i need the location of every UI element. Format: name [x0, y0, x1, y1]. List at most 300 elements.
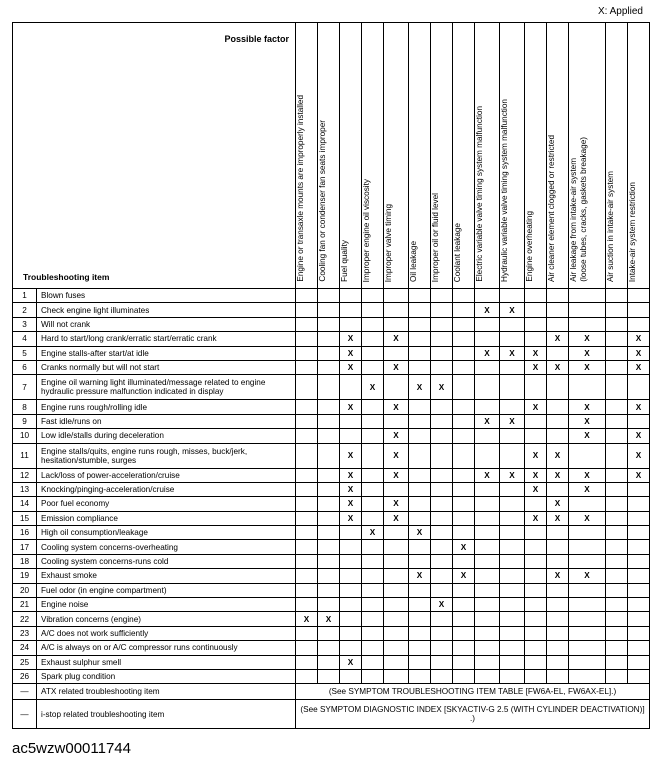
row-item: Fuel odor (in engine compartment): [37, 583, 296, 597]
empty-cell: [318, 443, 340, 468]
empty-cell: [453, 526, 475, 540]
empty-cell: [318, 511, 340, 525]
empty-cell: [453, 400, 475, 414]
factor-header: [547, 23, 569, 289]
empty-cell: [318, 554, 340, 568]
empty-cell: [431, 360, 453, 374]
row-number: 9: [13, 414, 37, 428]
applied-mark: X: [547, 497, 569, 511]
row-item: A/C does not work sufficiently: [37, 626, 296, 640]
empty-cell: [296, 289, 318, 303]
empty-cell: [318, 317, 340, 331]
empty-cell: [475, 569, 500, 583]
empty-cell: [409, 583, 431, 597]
applied-mark: X: [525, 511, 547, 525]
empty-cell: [431, 526, 453, 540]
empty-cell: [362, 317, 384, 331]
applied-mark: X: [340, 655, 362, 669]
empty-cell: [475, 497, 500, 511]
empty-cell: [606, 375, 628, 400]
empty-cell: [340, 526, 362, 540]
empty-cell: [606, 289, 628, 303]
row-item: A/C is always on or A/C compressor runs continuously: [37, 641, 296, 655]
empty-cell: [296, 375, 318, 400]
empty-cell: [384, 317, 409, 331]
empty-cell: [547, 303, 569, 317]
empty-cell: [525, 497, 547, 511]
empty-cell: [340, 583, 362, 597]
empty-cell: [525, 289, 547, 303]
empty-cell: [606, 443, 628, 468]
table-row: [13, 554, 650, 568]
empty-cell: [384, 669, 409, 683]
factor-label: Improper valve timing: [384, 203, 393, 282]
empty-cell: [384, 482, 409, 496]
empty-cell: [500, 511, 525, 525]
row-item: Engine stalls/quits, engine runs rough, misses, buck/jerk, hesitation/stumble, surges: [37, 443, 296, 468]
table-row: [13, 289, 650, 303]
factor-label: Electric variable valve timing system malfunction: [475, 106, 484, 282]
table-row: [13, 482, 650, 496]
applied-mark: X: [569, 569, 606, 583]
row-item: Knocking/pinging-acceleration/cruise: [37, 482, 296, 496]
table-row: [13, 317, 650, 331]
empty-cell: [453, 641, 475, 655]
reference-link-text[interactable]: (See SYMPTOM DIAGNOSTIC INDEX [SKYACTIV-G 2.5 (WITH CYLINDER DEACTIVATION)] .): [296, 700, 650, 729]
applied-mark: X: [340, 332, 362, 346]
table-row: [13, 497, 650, 511]
empty-cell: [318, 303, 340, 317]
empty-cell: [409, 511, 431, 525]
empty-cell: [384, 526, 409, 540]
empty-cell: [318, 468, 340, 482]
applied-mark: X: [628, 468, 650, 482]
applied-mark: X: [431, 598, 453, 612]
empty-cell: [431, 289, 453, 303]
applied-mark: X: [547, 468, 569, 482]
empty-cell: [362, 598, 384, 612]
empty-cell: [318, 429, 340, 443]
empty-cell: [409, 414, 431, 428]
applied-mark: X: [340, 497, 362, 511]
empty-cell: [606, 303, 628, 317]
empty-cell: [409, 540, 431, 554]
empty-cell: [384, 626, 409, 640]
empty-cell: [500, 554, 525, 568]
factor-label: Coolant leakage: [453, 222, 462, 282]
empty-cell: [525, 655, 547, 669]
row-number: 14: [13, 497, 37, 511]
empty-cell: [500, 400, 525, 414]
applied-mark: X: [475, 346, 500, 360]
empty-cell: [547, 317, 569, 331]
applied-mark: X: [296, 612, 318, 626]
applied-mark: X: [340, 360, 362, 374]
factor-label: Air leakage from intake-air system (loose tubes, cracks, gaskets breakage): [569, 137, 588, 282]
factor-label: Engine overheating: [525, 211, 534, 282]
empty-cell: [475, 289, 500, 303]
empty-cell: [340, 317, 362, 331]
applied-mark: X: [525, 482, 547, 496]
empty-cell: [475, 669, 500, 683]
applied-mark: X: [500, 346, 525, 360]
empty-cell: [500, 482, 525, 496]
applied-mark: X: [628, 429, 650, 443]
empty-cell: [525, 317, 547, 331]
factor-header: [409, 23, 431, 289]
empty-cell: [628, 540, 650, 554]
empty-cell: [569, 443, 606, 468]
empty-cell: [431, 468, 453, 482]
factor-header: [431, 23, 453, 289]
empty-cell: [500, 360, 525, 374]
empty-cell: [362, 626, 384, 640]
empty-cell: [569, 317, 606, 331]
empty-cell: [431, 511, 453, 525]
applied-mark: X: [547, 443, 569, 468]
empty-cell: [362, 641, 384, 655]
empty-cell: [475, 332, 500, 346]
applied-mark: X: [500, 468, 525, 482]
empty-cell: [384, 414, 409, 428]
empty-cell: [453, 626, 475, 640]
empty-cell: [318, 583, 340, 597]
empty-cell: [296, 626, 318, 640]
empty-cell: [453, 554, 475, 568]
empty-cell: [431, 583, 453, 597]
table-row: [13, 540, 650, 554]
factor-label: Air suction in intake-air system: [606, 170, 615, 282]
empty-cell: [362, 497, 384, 511]
empty-cell: [475, 583, 500, 597]
table-row: [13, 583, 650, 597]
empty-cell: [500, 497, 525, 511]
empty-cell: [384, 583, 409, 597]
empty-cell: [318, 626, 340, 640]
row-item: Fast idle/runs on: [37, 414, 296, 428]
table-row: [13, 641, 650, 655]
empty-cell: [362, 332, 384, 346]
empty-cell: [628, 554, 650, 568]
factor-header: [453, 23, 475, 289]
empty-cell: [340, 569, 362, 583]
empty-cell: [409, 598, 431, 612]
legend: X: Applied: [597, 6, 643, 17]
applied-mark: X: [500, 303, 525, 317]
row-number: 13: [13, 482, 37, 496]
table-row: [13, 669, 650, 683]
empty-cell: [384, 346, 409, 360]
empty-cell: [318, 375, 340, 400]
empty-cell: [525, 375, 547, 400]
empty-cell: [569, 526, 606, 540]
empty-cell: [500, 540, 525, 554]
applied-mark: X: [569, 482, 606, 496]
empty-cell: [500, 583, 525, 597]
empty-cell: [362, 346, 384, 360]
applied-mark: X: [340, 346, 362, 360]
empty-cell: [409, 400, 431, 414]
empty-cell: [547, 482, 569, 496]
empty-cell: [384, 598, 409, 612]
table-row: [13, 468, 650, 482]
empty-cell: [628, 497, 650, 511]
table-row: [13, 598, 650, 612]
applied-mark: X: [340, 443, 362, 468]
applied-mark: X: [569, 332, 606, 346]
empty-cell: [296, 429, 318, 443]
empty-cell: [340, 641, 362, 655]
empty-cell: [547, 375, 569, 400]
special-row: [13, 700, 650, 729]
empty-cell: [362, 540, 384, 554]
factor-header: [340, 23, 362, 289]
empty-cell: [318, 526, 340, 540]
empty-cell: [453, 346, 475, 360]
row-number: —: [13, 700, 37, 729]
empty-cell: [453, 303, 475, 317]
table-row: [13, 346, 650, 360]
empty-cell: [606, 598, 628, 612]
empty-cell: [525, 554, 547, 568]
empty-cell: [606, 612, 628, 626]
row-number: 4: [13, 332, 37, 346]
empty-cell: [409, 655, 431, 669]
row-number: 22: [13, 612, 37, 626]
empty-cell: [409, 669, 431, 683]
row-number: 23: [13, 626, 37, 640]
empty-cell: [409, 303, 431, 317]
empty-cell: [475, 360, 500, 374]
factor-label: Air cleaner element clogged or restricted: [547, 135, 556, 282]
empty-cell: [296, 655, 318, 669]
empty-cell: [384, 540, 409, 554]
empty-cell: [296, 317, 318, 331]
empty-cell: [547, 598, 569, 612]
empty-cell: [569, 554, 606, 568]
empty-cell: [525, 526, 547, 540]
empty-cell: [384, 655, 409, 669]
row-number: 16: [13, 526, 37, 540]
empty-cell: [431, 429, 453, 443]
empty-cell: [547, 641, 569, 655]
row-item: Engine runs rough/rolling idle: [37, 400, 296, 414]
applied-mark: X: [384, 429, 409, 443]
row-number: 8: [13, 400, 37, 414]
empty-cell: [340, 429, 362, 443]
table-row: [13, 429, 650, 443]
empty-cell: [547, 554, 569, 568]
empty-cell: [431, 303, 453, 317]
applied-mark: X: [453, 540, 475, 554]
applied-mark: X: [475, 468, 500, 482]
row-number: 24: [13, 641, 37, 655]
applied-mark: X: [500, 414, 525, 428]
row-number: 12: [13, 468, 37, 482]
applied-mark: X: [340, 468, 362, 482]
empty-cell: [500, 375, 525, 400]
row-item: Blown fuses: [37, 289, 296, 303]
factor-label: Hydraulic variable valve timing system malfunction: [500, 99, 509, 282]
empty-cell: [384, 641, 409, 655]
empty-cell: [525, 641, 547, 655]
empty-cell: [362, 468, 384, 482]
empty-cell: [606, 569, 628, 583]
applied-mark: X: [547, 360, 569, 374]
empty-cell: [500, 317, 525, 331]
table-body: [13, 289, 650, 729]
applied-mark: X: [628, 346, 650, 360]
empty-cell: [384, 303, 409, 317]
applied-mark: X: [525, 346, 547, 360]
table-row: [13, 612, 650, 626]
empty-cell: [431, 540, 453, 554]
empty-cell: [569, 375, 606, 400]
empty-cell: [606, 332, 628, 346]
row-item: i-stop related troubleshooting item: [37, 700, 296, 729]
empty-cell: [500, 669, 525, 683]
empty-cell: [500, 612, 525, 626]
empty-cell: [569, 583, 606, 597]
empty-cell: [525, 540, 547, 554]
empty-cell: [362, 511, 384, 525]
table-row: [13, 332, 650, 346]
empty-cell: [628, 303, 650, 317]
table-row: [13, 400, 650, 414]
empty-cell: [547, 669, 569, 683]
empty-cell: [453, 375, 475, 400]
row-number: 2: [13, 303, 37, 317]
empty-cell: [525, 303, 547, 317]
empty-cell: [340, 303, 362, 317]
empty-cell: [409, 612, 431, 626]
row-item: Engine noise: [37, 598, 296, 612]
empty-cell: [628, 569, 650, 583]
row-number: 3: [13, 317, 37, 331]
empty-cell: [409, 346, 431, 360]
empty-cell: [525, 569, 547, 583]
row-number: 1: [13, 289, 37, 303]
empty-cell: [431, 612, 453, 626]
empty-cell: [296, 468, 318, 482]
empty-cell: [431, 400, 453, 414]
empty-cell: [569, 655, 606, 669]
factor-header: [362, 23, 384, 289]
empty-cell: [628, 526, 650, 540]
empty-cell: [500, 332, 525, 346]
empty-cell: [569, 289, 606, 303]
empty-cell: [569, 497, 606, 511]
applied-mark: X: [384, 468, 409, 482]
empty-cell: [362, 612, 384, 626]
empty-cell: [431, 641, 453, 655]
empty-cell: [500, 289, 525, 303]
table-row: [13, 414, 650, 428]
empty-cell: [296, 598, 318, 612]
table-row: [13, 526, 650, 540]
image-code: ac5wzw00011744: [12, 740, 131, 757]
empty-cell: [606, 626, 628, 640]
row-item: Hard to start/long crank/erratic start/erratic crank: [37, 332, 296, 346]
empty-cell: [500, 569, 525, 583]
empty-cell: [409, 429, 431, 443]
empty-cell: [628, 375, 650, 400]
table-row: [13, 375, 650, 400]
row-item: ATX related troubleshooting item: [37, 684, 296, 700]
reference-link-text[interactable]: (See SYMPTOM TROUBLESHOOTING ITEM TABLE [FW6A-EL, FW6AX-EL].): [296, 684, 650, 700]
empty-cell: [318, 360, 340, 374]
empty-cell: [475, 317, 500, 331]
empty-cell: [340, 598, 362, 612]
applied-mark: X: [340, 511, 362, 525]
applied-mark: X: [628, 332, 650, 346]
row-item: Cooling system concerns-overheating: [37, 540, 296, 554]
applied-mark: X: [547, 511, 569, 525]
empty-cell: [475, 540, 500, 554]
empty-cell: [431, 332, 453, 346]
empty-cell: [475, 482, 500, 496]
empty-cell: [296, 303, 318, 317]
empty-cell: [409, 360, 431, 374]
empty-cell: [606, 583, 628, 597]
row-item: Check engine light illuminates: [37, 303, 296, 317]
factor-header: [628, 23, 650, 289]
applied-mark: X: [409, 526, 431, 540]
empty-cell: [525, 429, 547, 443]
empty-cell: [628, 626, 650, 640]
empty-cell: [606, 400, 628, 414]
factor-label: Improper oil or fluid level: [431, 192, 440, 282]
empty-cell: [362, 443, 384, 468]
applied-mark: X: [318, 612, 340, 626]
applied-mark: X: [453, 569, 475, 583]
applied-mark: X: [628, 443, 650, 468]
factor-header: [384, 23, 409, 289]
applied-mark: X: [409, 375, 431, 400]
empty-cell: [431, 346, 453, 360]
row-item: Will not crank: [37, 317, 296, 331]
empty-cell: [453, 443, 475, 468]
empty-cell: [453, 289, 475, 303]
empty-cell: [296, 360, 318, 374]
empty-cell: [362, 554, 384, 568]
empty-cell: [409, 641, 431, 655]
row-item: Engine oil warning light illuminated/message related to engine hydraulic pressure malfunction indicated in display: [37, 375, 296, 400]
empty-cell: [340, 540, 362, 554]
table-row: [13, 303, 650, 317]
empty-cell: [362, 429, 384, 443]
empty-cell: [525, 598, 547, 612]
empty-cell: [431, 482, 453, 496]
empty-cell: [628, 598, 650, 612]
empty-cell: [569, 612, 606, 626]
empty-cell: [475, 655, 500, 669]
empty-cell: [453, 468, 475, 482]
table-row: [13, 443, 650, 468]
empty-cell: [628, 414, 650, 428]
row-number: 18: [13, 554, 37, 568]
empty-cell: [453, 583, 475, 597]
empty-cell: [362, 360, 384, 374]
special-row: [13, 684, 650, 700]
empty-cell: [606, 317, 628, 331]
row-item: Vibration concerns (engine): [37, 612, 296, 626]
row-number: 15: [13, 511, 37, 525]
empty-cell: [362, 482, 384, 496]
empty-cell: [362, 400, 384, 414]
empty-cell: [475, 429, 500, 443]
empty-cell: [453, 655, 475, 669]
